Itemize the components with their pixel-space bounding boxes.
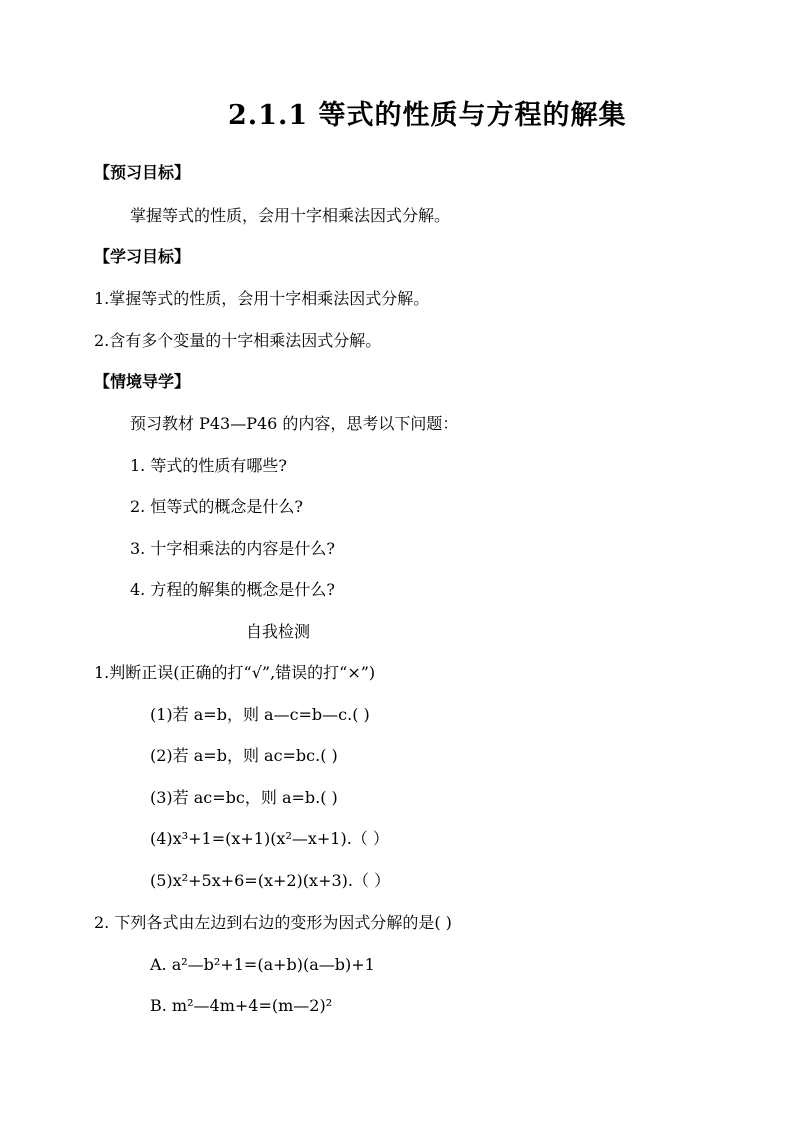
situation-question-2: 2. 恒等式的概念是什么? [130,497,303,516]
situation-question-4: 4. 方程的解集的概念是什么? [130,580,335,599]
q1-item-2: (2)若 a=b，则 ac=bc.( ) [150,746,338,765]
situation-heading: 【情境导学】 [94,372,191,391]
learning-item-2: 2.含有多个变量的十字相乘法因式分解。 [94,331,382,350]
page-title: 2.1.1 等式的性质与方程的解集 [228,100,627,131]
selfcheck-heading: 自我检测 [246,622,311,641]
q2-option-b: B. m²—4m+4=(m—2)² [150,996,333,1015]
situation-intro: 预习教材 P43—P46 的内容，思考以下问题： [130,414,459,433]
q2-option-a: A. a²—b²+1=(a+b)(a—b)+1 [150,955,375,974]
learning-item-1: 1.掌握等式的性质，会用十字相乘法因式分解。 [94,289,430,308]
learning-heading: 【学习目标】 [94,247,191,266]
q2-stem: 2. 下列各式由左边到右边的变形为因式分解的是( ) [94,913,452,932]
situation-question-3: 3. 十字相乘法的内容是什么? [130,539,335,558]
q1-stem: 1.判断正误(正确的打“√”,错误的打“×”) [94,663,376,682]
situation-question-1: 1. 等式的性质有哪些? [130,456,287,475]
preview-text: 掌握等式的性质，会用十字相乘法因式分解。 [130,206,451,225]
q1-item-5: (5)x²+5x+6=(x+2)(x+3).（ ） [150,871,391,890]
q1-item-3: (3)若 ac=bc，则 a=b.( ) [150,788,338,807]
preview-heading: 【预习目标】 [94,163,191,182]
q1-item-1: (1)若 a=b，则 a—c=b—c.( ) [150,705,370,724]
q1-item-4: (4)x³+1=(x+1)(x²—x+1).（ ） [150,829,389,848]
